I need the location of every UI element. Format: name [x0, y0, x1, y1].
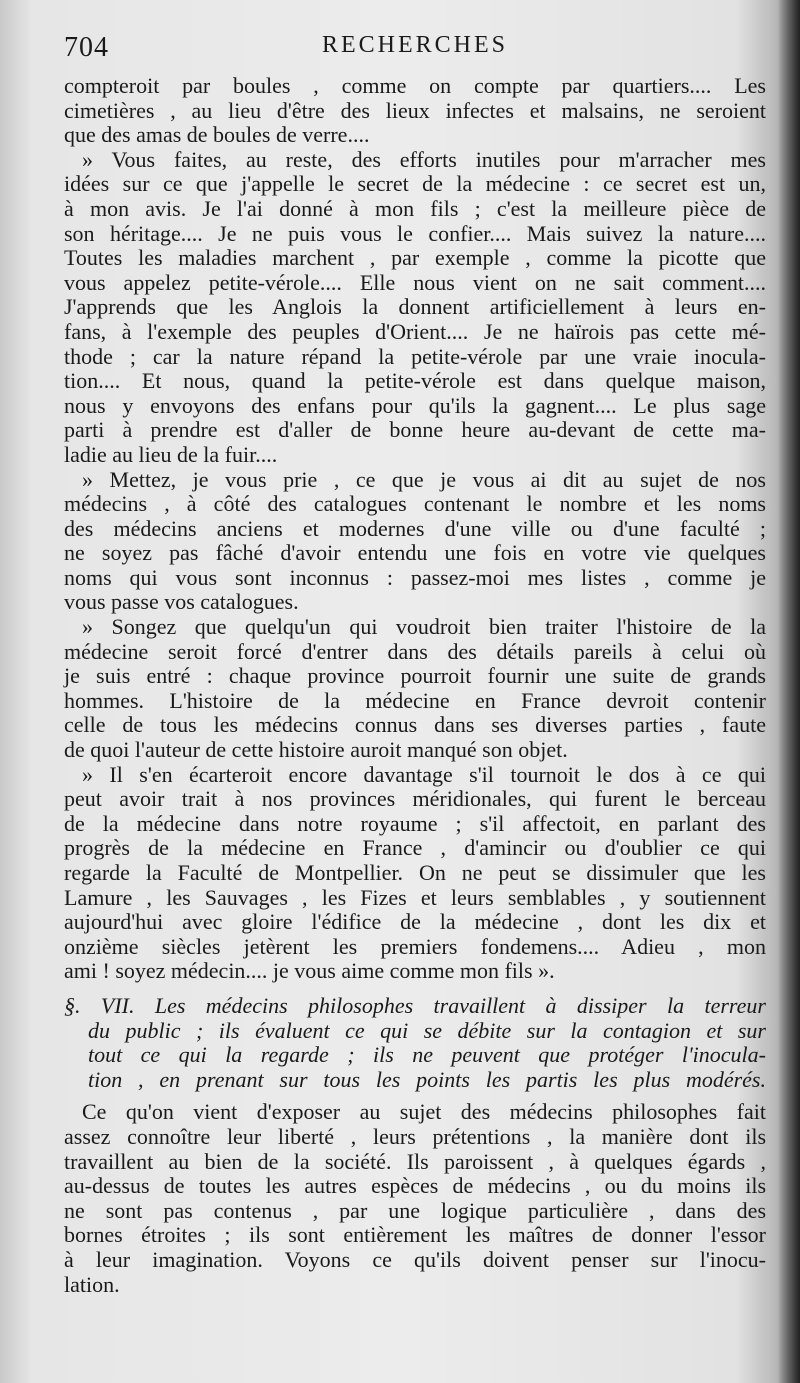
text-line: médecins , à côté des catalogues contenant le nombre et les noms — [64, 491, 766, 517]
text-line: progrès de la médecine en France , d'amincir ou d'oublier ce qui — [64, 835, 766, 861]
text-line: du public ; ils évaluent ce qui se débite sur la contagion et sur — [88, 1017, 766, 1043]
text-line: de la médecine dans notre royaume ; s'il affectoit, en parlant des — [64, 810, 766, 836]
text-line: tion , en prenant sur tous les points les partis les plus modérés. — [88, 1066, 766, 1092]
text-line: vous appelez petite-vérole.... Elle nous vient on ne sait comment.... — [64, 269, 766, 295]
text-line: noms qui vous sont inconnus : passez-moi mes listes , comme je — [64, 564, 766, 590]
text-line: Toutes les maladies marchent , par exemple , comme la picotte que — [64, 245, 766, 271]
page-number: 704 — [64, 32, 109, 63]
text-line: travaillent au bien de la société. Ils paroissent , à quelques égards , — [64, 1148, 766, 1174]
text-line: §. VII. Les médecins philosophes travaillent à dissiper la terreur — [64, 992, 766, 1018]
text-line: de quoi l'auteur de cette histoire auroit manqué son objet. — [64, 737, 568, 763]
text-line: fans, à l'exemple des peuples d'Orient.... Je ne haïrois pas cette mé- — [64, 318, 766, 344]
text-line: bornes étroites ; ils sont entièrement les maîtres de donner l'essor — [64, 1222, 766, 1248]
text-line: tion.... Et nous, quand la petite-vérole est dans quelque maison, — [64, 368, 766, 394]
paragraph — [64, 74, 766, 148]
text-line: son héritage.... Je ne puis vous le confier.... Mais suivez la nature.... — [64, 220, 766, 246]
text-line: Lamure , les Sauvages , les Fizes et leurs semblables , y soutiennent — [64, 884, 766, 910]
text-line: à mon avis. Je l'ai donné à mon fils ; c'est la meilleure pièce de — [64, 195, 766, 221]
text-line: hommes. L'histoire de la médecine en France devroit contenir — [64, 687, 766, 713]
text-line: onzième siècles jetèrent les premiers fondemens.... Adieu , mon — [64, 933, 766, 959]
text-line: je suis entré : chaque province pourroit fournir une suite de grands — [64, 663, 766, 689]
text-line: Ce qu'on vient d'exposer au sujet des médecins philosophes fait — [82, 1099, 766, 1125]
text-line: ami ! soyez médecin.... je vous aime comme mon fils ». — [64, 958, 555, 984]
text-line: lation. — [64, 1271, 120, 1297]
page-header — [64, 28, 766, 74]
text-line: que des amas de boules de verre.... — [64, 122, 370, 148]
closing-paragraph — [64, 1100, 766, 1297]
text-line: ne sont pas contenus , par une logique particulière , dans des — [64, 1197, 766, 1223]
text-line: médecine seroit forcé d'entrer dans des détails pareils à celui où — [64, 638, 766, 664]
text-line: J'apprends que les Anglois la donnent artificiellement à leurs en- — [64, 294, 766, 320]
page-gutter-shadow — [778, 0, 800, 1383]
text-line: vous passe vos catalogues. — [64, 589, 299, 615]
text-line: » Il s'en écarteroit encore davantage s'il tournoit le dos à ce qui — [82, 761, 766, 787]
body-text — [64, 74, 766, 984]
text-line: compteroit par boules , comme on compte par quartiers.... Les — [64, 73, 766, 98]
text-line: nous y envoyons des enfans pour qu'ils la gagnent.... Le plus sage — [64, 392, 766, 418]
paragraph — [64, 148, 766, 468]
text-line: tout ce qui la regarde ; ils ne peuvent que protéger l'inocula- — [88, 1042, 766, 1068]
text-line: aujourd'hui avec gloire l'édifice de la médecine , dont les dix et — [64, 909, 766, 935]
text-line: thode ; car la nature répand la petite-vérole par une vraie inocula- — [64, 343, 766, 369]
text-line: idées sur ce que j'appelle le secret de la médecine : ce secret est un, — [64, 171, 766, 197]
text-line: cimetières , au lieu d'être des lieux infectes et malsains, ne seroient — [64, 97, 766, 123]
text-line: à leur imagination. Voyons ce qu'ils doivent penser sur l'inocu- — [64, 1246, 766, 1272]
paragraph — [64, 763, 766, 984]
text-line: » Vous faites, au reste, des efforts inutiles pour m'arracher mes — [82, 146, 766, 172]
text-line: celle de tous les médecins connus dans ses diverses parties , faute — [64, 712, 766, 738]
text-line: regarde la Faculté de Montpellier. On ne peut se dissimuler que les — [64, 860, 766, 885]
paragraph — [64, 468, 766, 616]
text-line: au-dessus de toutes les autres espèces de médecins , ou du moins ils — [64, 1173, 766, 1199]
text-line: » Mettez, je vous prie , ce que je vous ai dit au sujet de nos — [82, 466, 766, 492]
text-line: ladie au lieu de la fuir.... — [64, 441, 278, 467]
text-line: ne soyez pas fâché d'avoir entendu une fois en votre vie quelques — [64, 540, 766, 566]
paragraph — [64, 615, 766, 763]
text-line: des médecins anciens et modernes d'une ville ou d'une faculté ; — [64, 515, 766, 541]
text-line: peut avoir trait à nos provinces méridionales, qui furent le berceau — [64, 786, 766, 812]
text-line: » Songez que quelqu'un qui voudroit bien traiter l'histoire de la — [82, 614, 766, 640]
section-heading — [64, 994, 766, 1092]
running-head: RECHERCHES — [321, 32, 509, 58]
text-line: parti à prendre est d'aller de bonne heure au-devant de cette ma- — [64, 417, 766, 443]
text-line: assez connoître leur liberté , leurs prétentions , la manière dont ils — [64, 1123, 766, 1149]
text-block — [64, 28, 766, 1297]
